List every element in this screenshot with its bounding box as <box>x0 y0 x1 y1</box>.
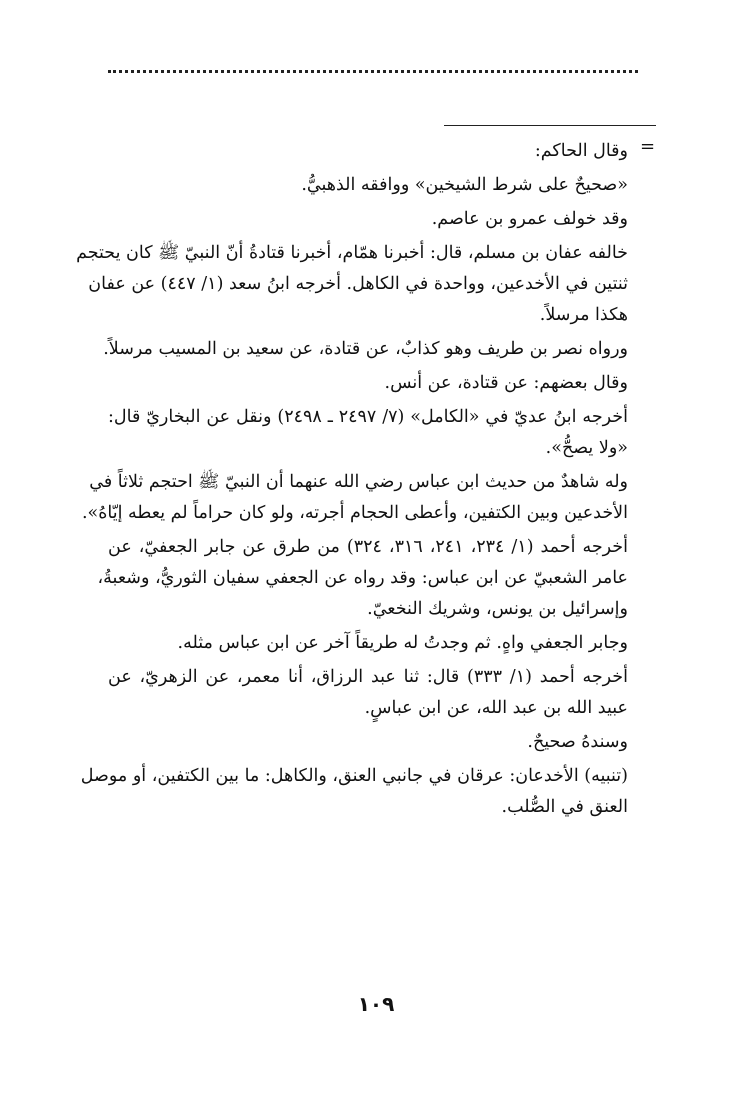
paragraph <box>76 238 628 331</box>
paragraph <box>108 727 628 758</box>
paragraph <box>108 136 628 167</box>
paragraph <box>108 204 628 235</box>
text-line: الأخدعين وبين الكتفين، وأعطى الحجام أجرته، ولو كان حراماً لم يعطه إيّاهُ». <box>81 503 628 523</box>
header-dotted-rule <box>108 70 638 73</box>
text-line: أخرجه أحمد (١/ ٣٣٣) قال: ثنا عبد الرزاق، أنا معمر، عن الزهريّ، عن <box>108 667 628 687</box>
text-line: ورواه نصر بن طريف وهو كذابٌ، عن قتادة، عن سعيد بن المسيب مرسلاً. <box>103 339 628 359</box>
paragraph <box>103 334 628 365</box>
text-line: (تنبيه) الأخدعان: عرقان في جانبي العنق، والكاهل: ما بين الكتفين، أو موصل <box>80 766 628 786</box>
text-line: خالفه عفان بن مسلم، قال: أخبرنا همّام، أخبرنا قتادةُ أنّ النبيّ ﷺ كان يحتجم <box>76 243 628 263</box>
text-line: عبيد الله بن عبد الله، عن ابن عباسٍ. <box>364 698 628 718</box>
paragraph <box>80 761 628 823</box>
text-line: وقد خولف عمرو بن عاصم. <box>431 209 628 229</box>
paragraph <box>97 532 628 625</box>
text-line: «صحيحٌ على شرط الشيخين» ووافقه الذهبيُّ. <box>301 175 628 195</box>
footnote-text-block <box>76 136 628 826</box>
text-line: وقال بعضهم: عن قتادة، عن أنس. <box>384 373 628 393</box>
text-line: وسندهُ صحيحٌ. <box>527 732 628 752</box>
paragraph <box>81 467 628 529</box>
text-line: العنق في الصُّلب. <box>501 797 628 817</box>
paragraph <box>108 170 628 201</box>
continuation-mark: = <box>640 136 656 157</box>
text-line: وإسرائيل بن يونس، وشريك النخعيّ. <box>367 599 628 619</box>
footnote-separator-rule <box>444 125 656 126</box>
text-line: وجابر الجعفي واهٍ. ثم وجدتُ له طريقاً آخر عن ابن عباس مثله. <box>177 633 628 653</box>
text-line: ثنتين في الأخدعين، وواحدة في الكاهل. أخرجه ابنُ سعد (١/ ٤٤٧) عن عفان <box>88 274 628 294</box>
paragraph <box>108 628 628 659</box>
text-line: وله شاهدٌ من حديث ابن عباس رضي الله عنهما أن النبيّ ﷺ احتجم ثلاثاً في <box>89 472 628 492</box>
page-number: ١٠٩ <box>357 992 395 1016</box>
text-line: «ولا يصحُّ». <box>545 438 628 458</box>
text-line: أخرجه أحمد (١/ ٢٣٤، ٢٤١، ٣١٦، ٣٢٤) من طرق عن جابر الجعفيّ، عن <box>108 537 628 557</box>
paragraph <box>108 368 628 399</box>
text-line: وقال الحاكم: <box>534 141 628 161</box>
text-line: أخرجه ابنُ عديّ في «الكامل» (٧/ ٢٤٩٧ ـ ٢٤٩٨) ونقل عن البخاريّ قال: <box>108 407 628 427</box>
text-line: عامر الشعبيّ عن ابن عباس: وقد رواه عن الجعفي سفيان الثوريُّ، وشعبةُ، <box>97 568 628 588</box>
text-line: هكذا مرسلاً. <box>539 305 628 325</box>
paragraph <box>108 662 628 724</box>
paragraph <box>108 402 628 464</box>
